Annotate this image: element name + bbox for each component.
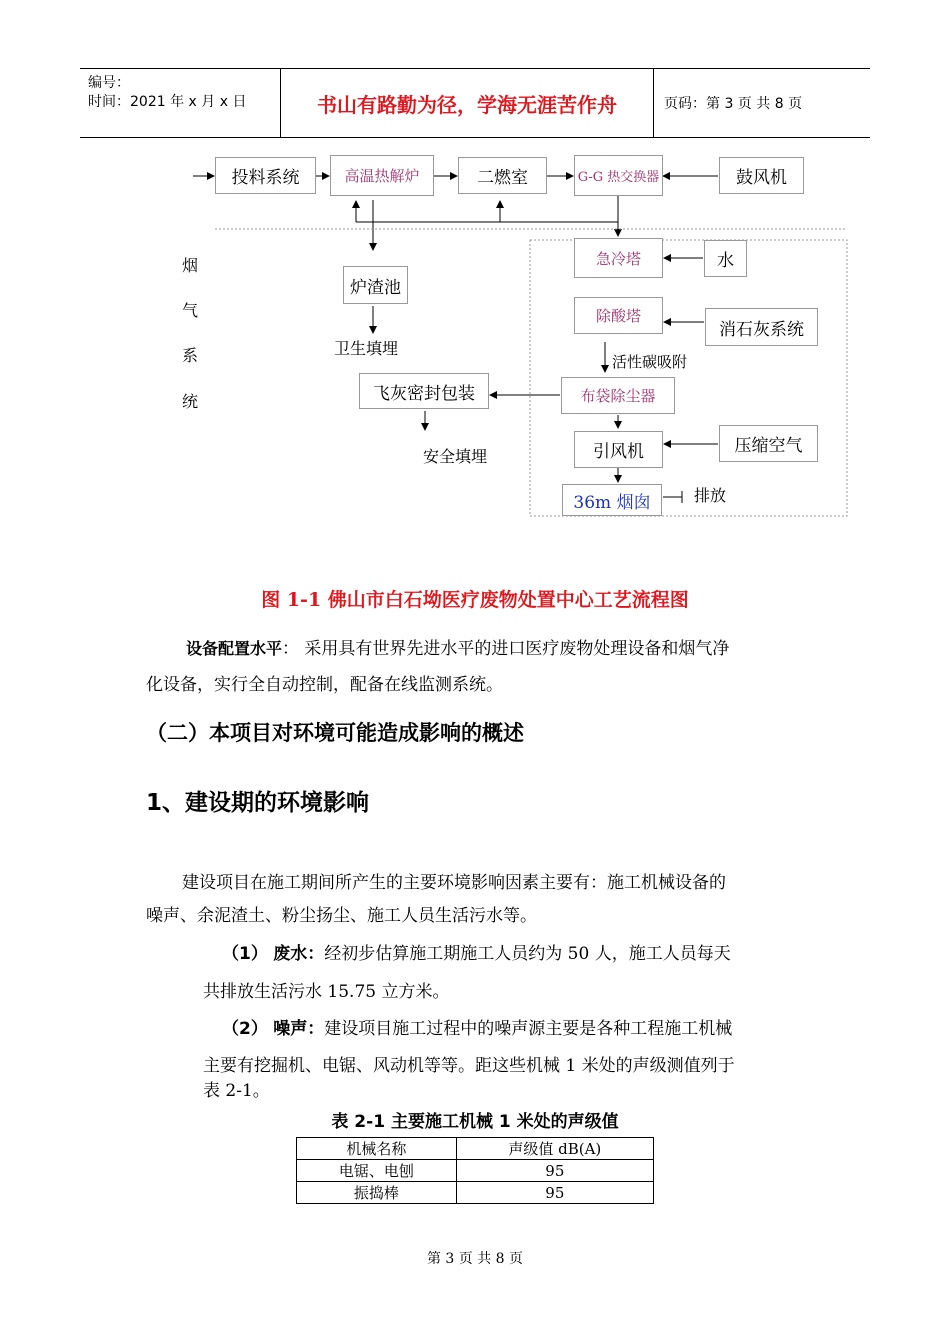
- table-header-cell: 机械名称: [297, 1138, 457, 1160]
- equipment-line-1: [186, 632, 729, 666]
- equipment-line-2: 化设备，实行全自动控制，配备在线监测系统。: [146, 675, 503, 695]
- flow-lime-system: 消石灰系统: [705, 308, 818, 346]
- flow-induced-fan: 引风机: [574, 431, 663, 468]
- table-row: [297, 1160, 654, 1182]
- section-1-title: 1、建设期的环境影响: [146, 790, 370, 816]
- page-footer: 第 3 页 共 8 页: [426, 1251, 524, 1267]
- noise-line-1: [222, 1012, 732, 1046]
- flow-quench-tower: 急冷塔: [574, 238, 663, 278]
- figure-caption: 图 1-1 佛山市白石坳医疗废物处置中心工艺流程图: [261, 589, 689, 611]
- noise-line-3: 表 2-1。: [203, 1081, 270, 1101]
- table-cell: 振捣棒: [297, 1182, 457, 1204]
- noise-label: 噪声：: [273, 1019, 325, 1039]
- equipment-text-1: ： 采用具有世界先进水平的进口医疗废物处理设备和烟气净: [282, 639, 730, 659]
- flow-discharge: 排放: [694, 486, 727, 505]
- flow-heat-exchanger: G-G 热交换器: [574, 155, 663, 196]
- wastewater-label: 废水：: [273, 944, 325, 964]
- flow-side-label-4: 统: [182, 392, 199, 411]
- flow-sanitary-landfill: 卫生填埋: [334, 339, 399, 358]
- noise-num: （2）: [222, 1019, 268, 1039]
- section-2-title: （二）本项目对环境可能造成影响的概述: [146, 721, 524, 745]
- wastewater-line-2: 共排放生活污水 15.75 立方米。: [203, 982, 450, 1002]
- noise-table: [296, 1137, 654, 1204]
- flow-blower: 鼓风机: [719, 157, 804, 194]
- flow-deacid-tower: 除酸塔: [574, 297, 663, 334]
- table-header-cell: 声级值 dB(A): [456, 1138, 653, 1160]
- table-header-row: [297, 1138, 654, 1160]
- document-time: 时间：2021 年 x 月 x 日: [88, 94, 247, 110]
- flow-chimney: 36m 烟囱: [562, 484, 662, 516]
- table-title: 表 2-1 主要施工机械 1 米处的声级值: [331, 1112, 619, 1132]
- flow-secondary-chamber: 二燃室: [458, 157, 547, 194]
- flow-side-label-1: 烟: [182, 256, 199, 275]
- flow-side-label-3: 系: [182, 346, 199, 365]
- noise-line-2: 主要有挖掘机、电锯、风动机等等。距这些机械 1 米处的声级测值列于: [203, 1056, 735, 1076]
- header-page-info: 页码：第 3 页 共 8 页: [664, 96, 803, 112]
- flow-slag-pool: 炉渣池: [343, 266, 408, 304]
- flow-side-label-2: 气: [182, 301, 199, 320]
- flow-flyash-packaging: 飞灰密封包装: [359, 373, 489, 409]
- document-number: 编号：: [88, 75, 130, 91]
- wastewater-line-1: [222, 937, 731, 971]
- table-cell: 95: [456, 1182, 653, 1204]
- table-row: [297, 1182, 654, 1204]
- flow-pyrolysis-furnace: 高温热解炉: [330, 155, 434, 196]
- flow-activated-carbon: 活性碳吸附: [612, 353, 688, 371]
- intro-line-1: 建设项目在施工期间所产生的主要环境影响因素主要有：施工机械设备的: [182, 873, 726, 893]
- flow-feed-system: 投料系统: [215, 157, 316, 194]
- table-cell: 电锯、电刨: [297, 1160, 457, 1182]
- intro-line-2: 噪声、余泥渣土、粉尘扬尘、施工人员生活污水等。: [146, 906, 537, 926]
- table-cell: 95: [456, 1160, 653, 1182]
- header-motto: 书山有路勤为径，学海无涯苦作舟: [281, 69, 654, 137]
- wastewater-num: （1）: [222, 944, 268, 964]
- flow-water: 水: [704, 240, 747, 277]
- flow-safe-landfill: 安全填埋: [423, 447, 488, 466]
- wastewater-text-1: 经初步估算施工期施工人员约为 50 人，施工人员每天: [324, 944, 731, 964]
- flow-baghouse: 布袋除尘器: [561, 377, 675, 414]
- noise-text-1: 建设项目施工过程中的噪声源主要是各种工程施工机械: [324, 1019, 733, 1039]
- flow-compressed-air: 压缩空气: [719, 425, 818, 462]
- equipment-label: 设备配置水平: [186, 639, 283, 658]
